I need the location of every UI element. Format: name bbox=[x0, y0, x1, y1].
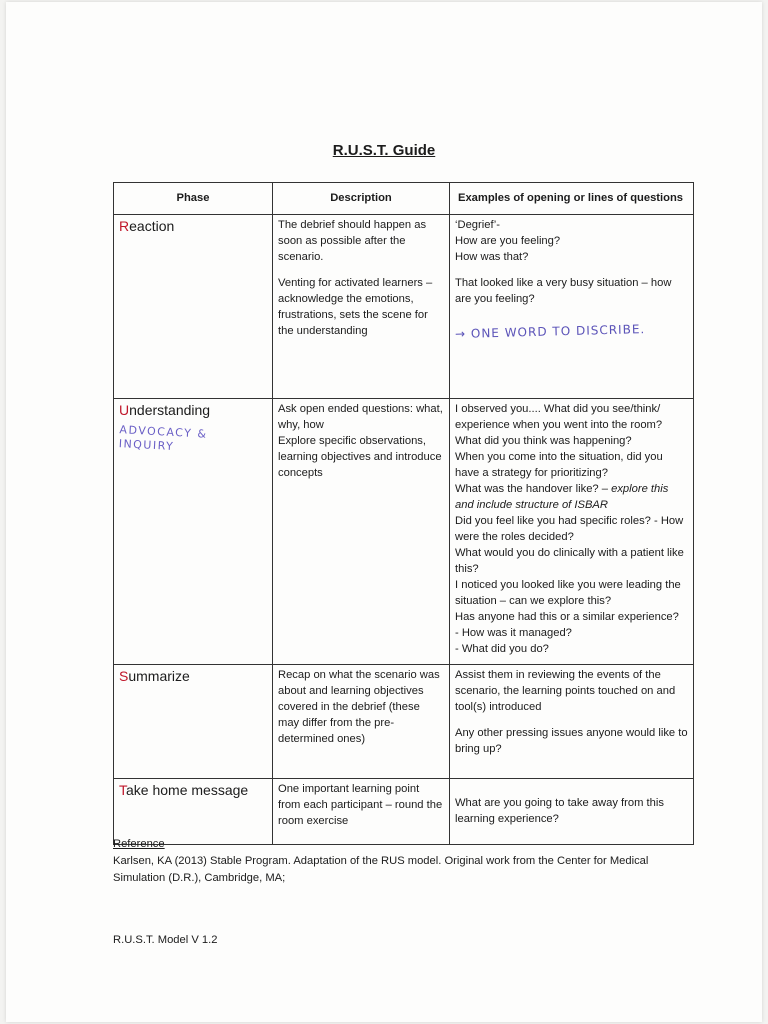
description-summarize bbox=[273, 665, 450, 779]
example-line: What did you think was happening? bbox=[455, 435, 632, 447]
phase-initial: U bbox=[119, 402, 130, 418]
description-paragraph: The debrief should happen as soon as possible after the scenario. bbox=[278, 219, 427, 263]
phase-initial: R bbox=[119, 218, 130, 234]
description-take-home-message bbox=[273, 779, 450, 845]
example-line: - What did you do? bbox=[455, 643, 549, 655]
example-line: How are you feeling? bbox=[455, 235, 561, 247]
phase-reaction bbox=[114, 215, 273, 399]
description-paragraph: Recap on what the scenario was about and learning objectives covered in the debrief (these may differ from the pre- determined ones) bbox=[278, 669, 440, 745]
description-understanding bbox=[273, 399, 450, 665]
example-line: I noticed you looked like you were leading the situation – can we explore this? bbox=[455, 579, 681, 607]
reference-heading: Reference bbox=[113, 838, 165, 850]
phase-label: nderstanding bbox=[129, 402, 211, 418]
example-line: ‘Degrief’- bbox=[455, 219, 500, 231]
description-paragraph: Ask open ended questions: what, why, how bbox=[278, 403, 443, 431]
description-paragraph: Venting for activated learners – acknowledge the emotions, frustrations, sets the scene for the understanding bbox=[278, 277, 433, 337]
phase-label: eaction bbox=[129, 218, 175, 234]
table-header-row bbox=[114, 183, 694, 215]
example-line: What are you going to take away from this learning experience? bbox=[455, 797, 664, 825]
example-line: - How was it managed? bbox=[455, 627, 572, 639]
example-line: That looked like a very busy situation – how are you feeling? bbox=[455, 277, 672, 305]
reference-section bbox=[113, 836, 673, 887]
description-paragraph: One important learning point from each participant – round the room exercise bbox=[278, 783, 443, 827]
header-examples: Examples of opening or lines of questions bbox=[450, 183, 694, 215]
handover-note: explore this and include structure of ISBAR bbox=[455, 483, 669, 511]
examples-take-home-message bbox=[450, 779, 694, 845]
phase-initial: T bbox=[119, 782, 126, 798]
document-version-footer: R.U.S.T. Model V 1.2 bbox=[113, 934, 218, 946]
example-line: What would you do clinically with a patient like this? bbox=[455, 547, 684, 575]
example-line: Did you feel like you had specific roles? - How were the roles decided? bbox=[455, 515, 684, 543]
handwritten-annotation: → ONE WORD TO DISCRIBE. bbox=[454, 322, 646, 342]
header-phase: Phase bbox=[114, 183, 273, 215]
example-line: When you come into the situation, did you have a strategy for prioritizing? bbox=[455, 451, 663, 479]
header-description: Description bbox=[273, 183, 450, 215]
row-understanding bbox=[114, 399, 694, 665]
example-line: Has anyone had this or a similar experience? bbox=[455, 611, 679, 623]
examples-summarize bbox=[450, 665, 694, 779]
phase-label: ake home message bbox=[126, 782, 249, 798]
row-reaction bbox=[114, 215, 694, 399]
handover-question: What was the handover like? – bbox=[455, 483, 608, 495]
phase-take-home-message bbox=[114, 779, 273, 845]
description-reaction bbox=[273, 215, 450, 399]
example-line: I observed you.... What did you see/think/ experience when you went into the room? bbox=[455, 403, 663, 431]
phase-initial: S bbox=[119, 668, 129, 684]
phase-summarize bbox=[114, 665, 273, 779]
phase-label: ummarize bbox=[128, 668, 190, 684]
example-line: Any other pressing issues anyone would like to bring up? bbox=[455, 727, 688, 755]
handwritten-notes: ADVOCACY & INQUIRY bbox=[118, 423, 208, 454]
description-paragraph: Explore specific observations, learning objectives and introduce concepts bbox=[278, 435, 442, 479]
reference-text: Karlsen, KA (2013) Stable Program. Adaptation of the RUS model. Original work from the Center for Medical Simulation (D.R.), Cambridge, MA; bbox=[113, 855, 649, 884]
document-title: R.U.S.T. Guide bbox=[332, 142, 436, 159]
example-line: How was that? bbox=[455, 251, 529, 263]
examples-reaction bbox=[450, 215, 694, 399]
example-line: Assist them in reviewing the events of the scenario, the learning points touched on and tool(s) introduced bbox=[455, 669, 676, 713]
row-take-home-message bbox=[114, 779, 694, 845]
example-line bbox=[455, 481, 688, 513]
rust-guide-table bbox=[113, 182, 694, 845]
row-summarize bbox=[114, 665, 694, 779]
phase-understanding bbox=[114, 399, 273, 665]
examples-understanding bbox=[450, 399, 694, 665]
